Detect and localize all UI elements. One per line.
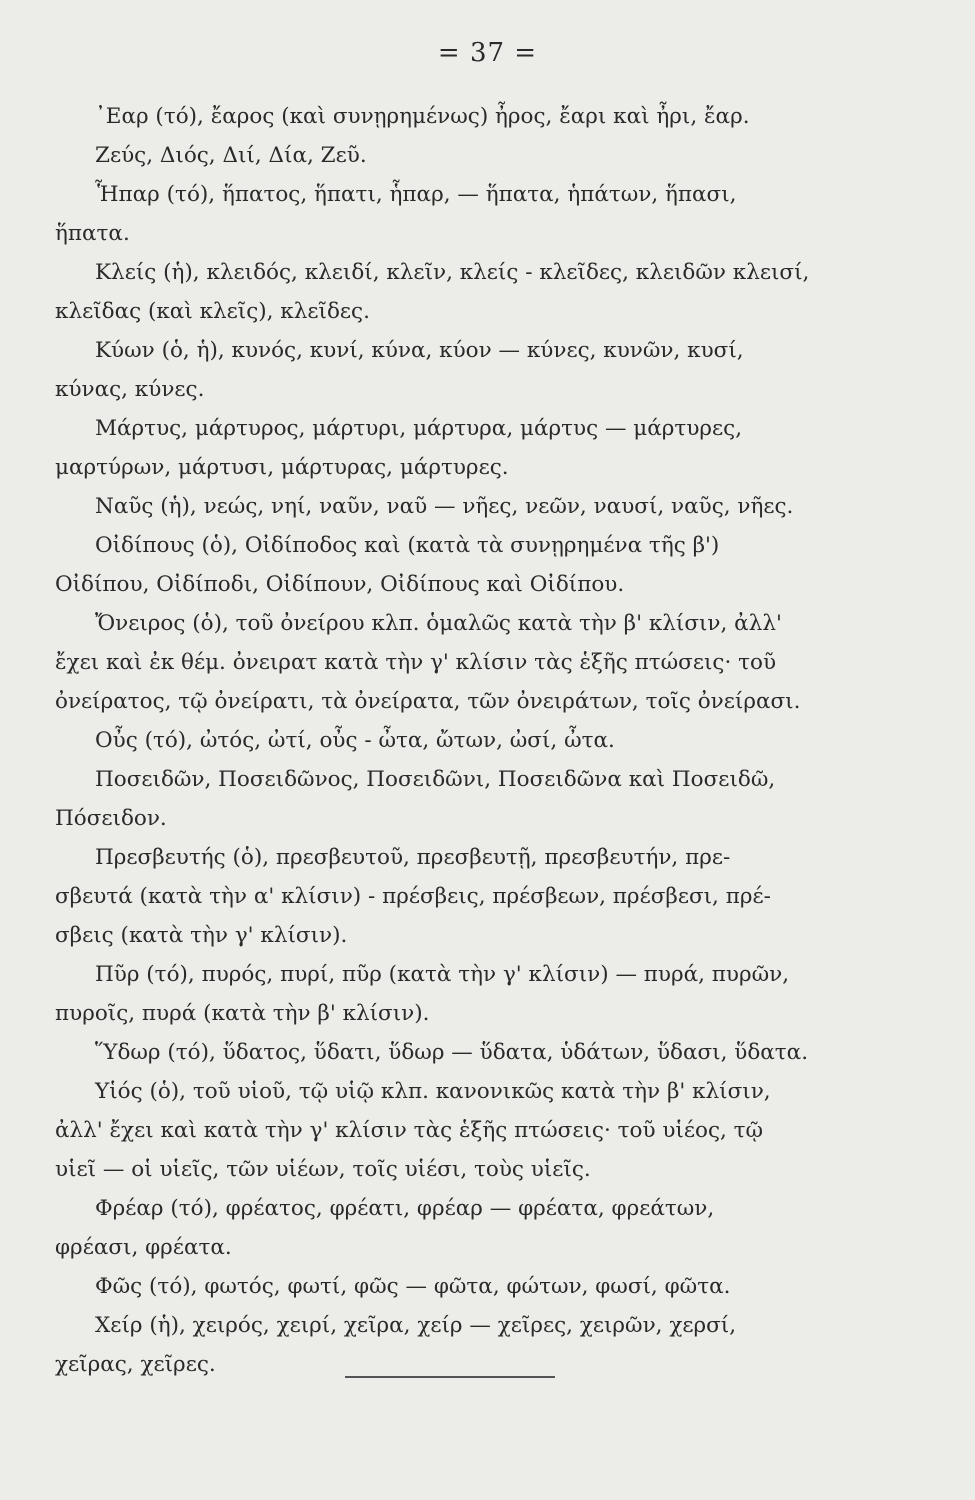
text-line: Οἰδίπους (ὁ), Οἰδίποδος καὶ (κατὰ τὰ συνῃρημένα τῆς β')	[95, 533, 720, 558]
text-line: Οἰδίπου, Οἰδίποδι, Οἰδίπουν, Οἰδίπους καὶ Οἰδίπου.	[55, 572, 625, 597]
text-line: Πόσειδον.	[55, 806, 167, 831]
text-line: σβευτά (κατὰ τὴν α' κλίσιν) - πρέσβεις, πρέσβεων, πρέσβεσι, πρέ-	[55, 884, 771, 909]
text-line: Φῶς (τό), φωτός, φωτί, φῶς — φῶτα, φώτων, φωσί, φῶτα.	[95, 1274, 731, 1299]
text-line: μαρτύρων, μάρτυσι, μάρτυρας, μάρτυρες.	[55, 455, 509, 480]
text-line: Κύων (ὁ, ἡ), κυνός, κυνί, κύνα, κύον — κύνες, κυνῶν, κυσί,	[95, 338, 744, 363]
text-line: ἔχει καὶ ἐκ θέμ. ὀνειρατ κατὰ τὴν γ' κλίσιν τὰς ἑξῆς πτώσεις· τοῦ	[55, 650, 777, 675]
text-line: Ὕδωρ (τό), ὕδατος, ὕδατι, ὕδωρ — ὕδατα, ὑδάτων, ὕδασι, ὕδατα.	[95, 1040, 809, 1065]
text-line: φρέασι, φρέατα.	[55, 1235, 232, 1260]
text-line: Μάρτυς, μάρτυρος, μάρτυρι, μάρτυρα, μάρτυς — μάρτυρες,	[95, 416, 743, 441]
text-line: υἱεῖ — οἱ υἱεῖς, τῶν υἱέων, τοῖς υἱέσι, τοὺς υἱεῖς.	[55, 1157, 591, 1182]
text-line: Φρέαρ (τό), φρέατος, φρέατι, φρέαρ — φρέατα, φρεάτων,	[95, 1196, 715, 1221]
text-line: Πρεσβευτής (ὁ), πρεσβευτοῦ, πρεσβευτῇ, πρεσβευτήν, πρε-	[95, 845, 731, 870]
text-line: Ναῦς (ἡ), νεώς, νηί, ναῦν, ναῦ — νῆες, νεῶν, ναυσί, ναῦς, νῆες.	[95, 494, 794, 519]
section-divider	[345, 1376, 555, 1378]
text-line: ὀνείρατος, τῷ ὀνείρατι, τὰ ὀνείρατα, τῶν ὀνειράτων, τοῖς ὀνείρασι.	[55, 689, 801, 714]
text-line: ἀλλ' ἔχει καὶ κατὰ τὴν γ' κλίσιν τὰς ἑξῆς πτώσεις· τοῦ υἱέος, τῷ	[55, 1118, 764, 1143]
text-line: σβεις (κατὰ τὴν γ' κλίσιν).	[55, 923, 348, 948]
text-line: ἥπατα.	[55, 221, 130, 246]
text-line: Ὄνειρος (ὁ), τοῦ ὀνείρου κλπ. ὁμαλῶς κατὰ τὴν β' κλίσιν, ἀλλ'	[95, 611, 782, 636]
text-line: ᾿Εαρ (τό), ἔαρος (καὶ συνῃρημένως) ἦρος, ἔαρι καὶ ἦρι, ἔαρ.	[95, 104, 750, 129]
text-line: Οὖς (τό), ὠτός, ὠτί, οὖς - ὦτα, ὤτων, ὠσί, ὦτα.	[95, 728, 615, 753]
text-line: Κλείς (ἡ), κλειδός, κλειδί, κλεῖν, κλείς - κλεῖδες, κλειδῶν κλεισί,	[95, 260, 810, 285]
text-line: κύνας, κύνες.	[55, 377, 205, 402]
text-line: Χείρ (ἡ), χειρός, χειρί, χεῖρα, χείρ — χεῖρες, χειρῶν, χερσί,	[95, 1313, 737, 1338]
page-number: = 37 =	[437, 38, 538, 68]
text-line: Ἧπαρ (τό), ἥπατος, ἥπατι, ἧπαρ, — ἥπατα, ἡπάτων, ἥπασι,	[95, 182, 737, 207]
text-line: Υἱός (ὁ), τοῦ υἱοῦ, τῷ υἱῷ κλπ. κανονικῶς κατὰ τὴν β' κλίσιν,	[95, 1079, 771, 1104]
text-line: πυροῖς, πυρά (κατὰ τὴν β' κλίσιν).	[55, 1001, 430, 1026]
text-line: Ζεύς, Διός, Διί, Δία, Ζεῦ.	[95, 143, 367, 168]
text-line: Πῦρ (τό), πυρός, πυρί, πῦρ (κατὰ τὴν γ' κλίσιν) — πυρά, πυρῶν,	[95, 962, 790, 987]
text-line: χεῖρας, χεῖρες.	[55, 1352, 216, 1377]
text-line: κλεῖδας (καὶ κλεῖς), κλεῖδες.	[55, 299, 370, 324]
text-line: Ποσειδῶν, Ποσειδῶνος, Ποσειδῶνι, Ποσειδῶνα καὶ Ποσειδῶ,	[95, 767, 776, 792]
